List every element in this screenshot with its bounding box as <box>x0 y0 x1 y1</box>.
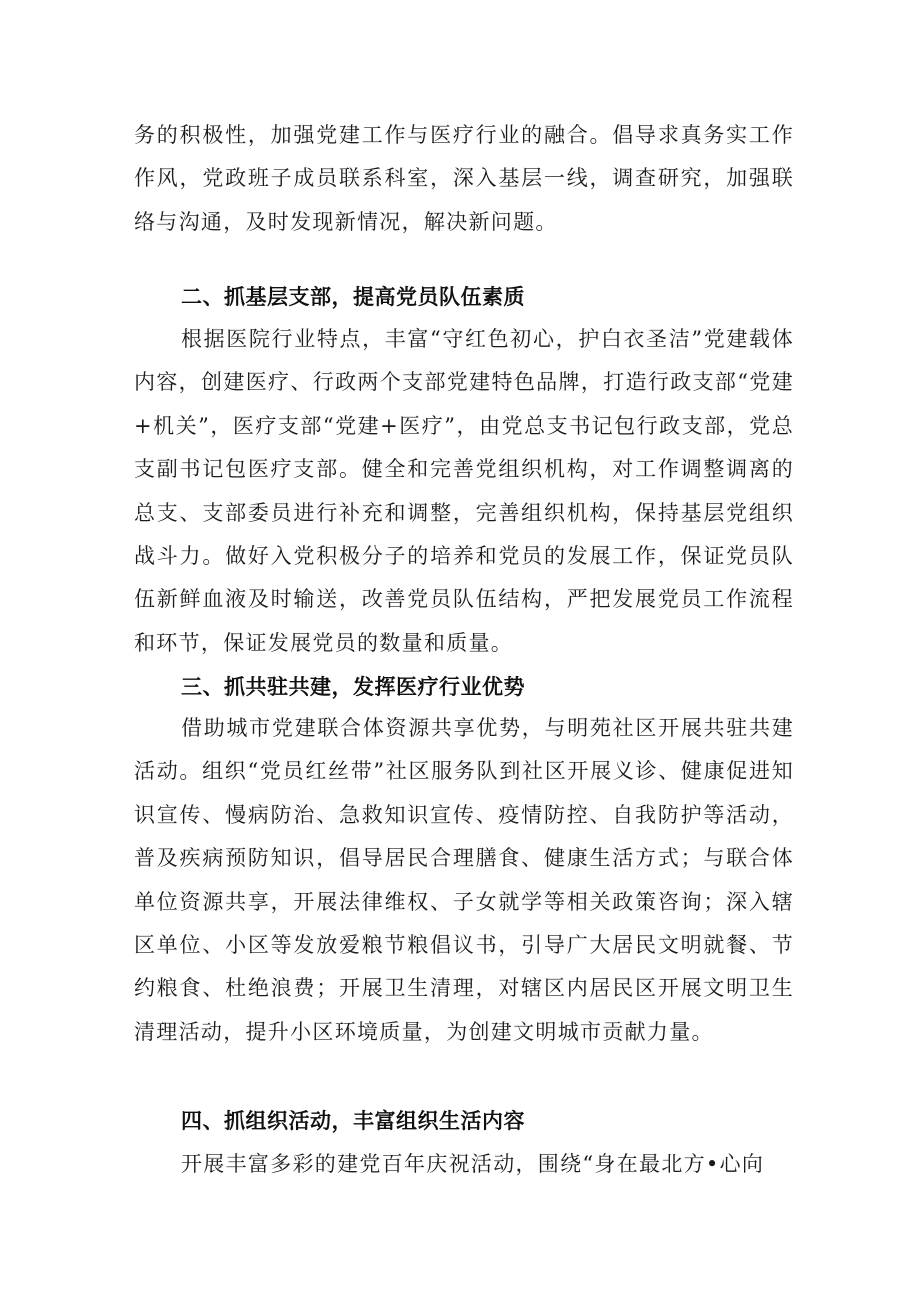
section-2-body: 根据医院行业特点，丰富“守红色初心，护白衣圣洁”党建载体内容，创建医疗、行政两个支部党建特色品牌，打造行政支部“党建+机关”，医疗支部“党建+医疗”，由党总支书记包行政支部，党总支副书记包医疗支部。健全和完善党组织机构，对工作调整调离的总支、支部委员进行补充和调整，完善组织机构，保持基层党组织战斗力。做好入党积极分子的培养和党员的发展工作，保证党员队伍新鲜血液及时输送，改善党员队伍结构，严把发展党员工作流程和环节，保证发展党员的数量和质量。 <box>134 327 794 655</box>
section-3-body: 借助城市党建联合体资源共享优势，与明苑社区开展共驻共建活动。组织“党员红丝带”社区服务队到社区开展义诊、健康促进知识宣传、慢病防治、急救知识宣传、疫情防控、自我防护等活动，普及疾病预防知识，倡导居民合理膳食、健康生活方式；与联合体单位资源共享，开展法律维权、子女就学等相关政策咨询；深入辖区单位、小区等发放爱粮节粮倡议书，引导广大居民文明就餐、节约粮食、杜绝浪费；开展卫生清理，对辖区内居民区开展文明卫生清理活动，提升小区环境质量，为创建文明城市贡献力量。 <box>134 716 794 1044</box>
paragraph-intro: 务的积极性，加强党建工作与医疗行业的融合。倡导求真务实工作作风，党政班子成员联系科室，深入基层一线，调查研究，加强联络与沟通，及时发现新情况，解决新问题。 <box>134 123 794 234</box>
section-4-heading: 四、抓组织活动，丰富组织生活内容 <box>181 1109 525 1133</box>
section-4-body: 开展丰富多彩的建党百年庆祝活动，围绕“身在最北方•心向 <box>181 1152 765 1176</box>
section-2-heading: 二、抓基层支部，提高党员队伍素质 <box>181 285 525 309</box>
section-3-heading: 三、抓共驻共建，发挥医疗行业优势 <box>181 675 525 699</box>
